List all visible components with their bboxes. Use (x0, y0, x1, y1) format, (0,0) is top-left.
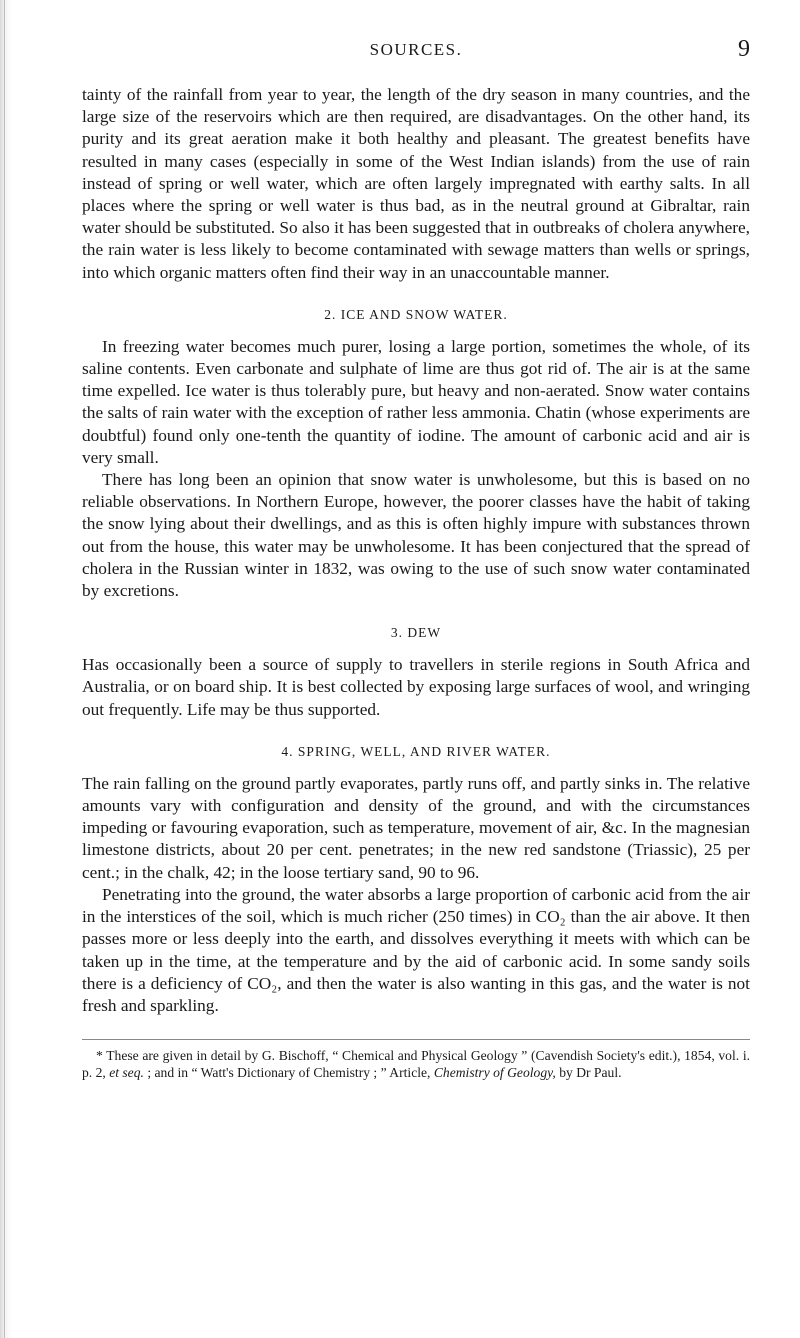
section-heading-spring-well-river: 4. SPRING, WELL, AND RIVER WATER. (281, 743, 551, 759)
footnote-lead: * These are given in detail by G. Bischoff, “ Chemical and Physical Geology ” (Cavendish Society's edit.), 1854, vol. i. p. 2, (82, 1048, 750, 1080)
section-heading-dew: 3. DEW (390, 625, 442, 641)
page-body (82, 84, 750, 1081)
section-heading-ice-and-snow: 2. ICE AND SNOW WATER. (324, 306, 508, 322)
paragraph-penetrating-ground: Penetrating into the ground, the water absorbs a large proportion of carbonic acid from the air in the interstices of the soil, which is much richer (250 times) in CO₂ than the air above. It then passes more or less deeply into the earth, and dissolves everything it meets with which can be taken up in the time, at the temperature and by the aid of carbonic acid. In some sandy soils there is a deficiency of CO₂, and then the water is also wanting in this gas, and the water is not fresh and sparkling. (82, 884, 750, 1015)
paragraph-rain-falling: The rain falling on the ground partly evaporates, partly runs off, and partly sinks in. The relative amounts vary with configuration and density of the ground, and with the circumstances impeding or favouring evaporation, such as temperature, movement of air, &c. In the magnesian limestone districts, about 20 per cent. penetrates; in the new red sandstone (Triassic), 25 per cent.; in the chalk, 42; in the loose tertiary sand, 90 to 96. (82, 773, 750, 882)
footnote-tail: by Dr Paul. (555, 1064, 622, 1080)
footnote-et-seq: et seq. (109, 1064, 144, 1080)
footnote-middle: ; and in “ Watt's Dictionary of Chemistry ; ” Article, (143, 1064, 434, 1080)
paragraph-dew: Has occasionally been a source of supply to travellers in sterile regions in South Africa and Australia, or on board ship. It is best collected by exposing large surfaces of wool, and wringing out frequently. Life may be thus supported. (82, 655, 750, 719)
page-header (82, 36, 750, 66)
running-head: SOURCES. (369, 40, 463, 59)
footnote (82, 1048, 750, 1081)
footnote-divider (82, 1039, 750, 1040)
paragraph-freezing-water: In freezing water becomes much purer, losing a large portion, sometimes the whole, of its saline contents. Even carbonate and sulphate of lime are thus got rid of. The air is at the same time expelled. Ice water is thus tolerably pure, but heavy and non-aerated. Snow water contains the salts of rain water with the exception of rather less ammonia. Chatin (whose experiments are doubtful) found only one-tenth the quantity of iodine. The amount of carbonic acid and air is very small. (82, 336, 750, 467)
page-binding-edge (0, 0, 12, 1338)
footnote-article-title: Chemistry of Geology, (433, 1064, 556, 1080)
page-number: 9 (738, 36, 750, 62)
paragraph-rain-water-continued: tainty of the rainfall from year to year, the length of the dry season in many countries, and the large size of the reservoirs which are then required, are disadvantages. On the other hand, its purity and its great aeration make it both healthy and pleasant. The greatest benefits have resulted in many cases (especially in some of the West Indian islands) from the use of rain instead of spring or well water, which are often largely impregnated with earthy salts. In all places where the spring or well water is thus bad, as in the neutral ground at Gibraltar, rain water should be substituted. So also it has been suggested that in outbreaks of cholera anywhere, the rain water is less likely to become contaminated with sewage matters than wells or springs, into which organic matters often find their way in an unaccountable manner. (82, 85, 750, 282)
paragraph-snow-water-opinion: There has long been an opinion that snow water is unwholesome, but this is based on no reliable observations. In Northern Europe, however, the poorer classes have the habit of taking the snow lying about their dwellings, and as this is often highly impure with substances thrown out from the house, this water may be unwholesome. It has been conjectured that the spread of cholera in the Russian winter in 1832, was owing to the use of such snow water contaminated by excretions. (82, 470, 750, 601)
